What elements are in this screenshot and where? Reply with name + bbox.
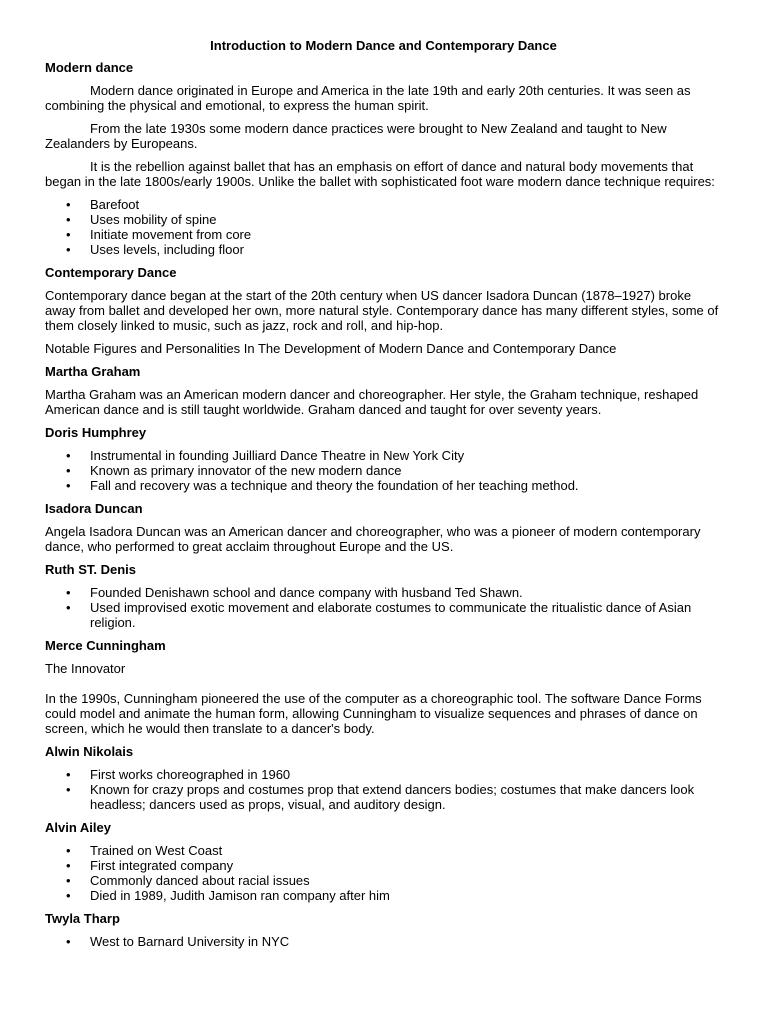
bullet-icon: • — [66, 934, 71, 949]
bullet-icon: • — [66, 782, 71, 797]
list-item: • Barefoot — [66, 197, 140, 212]
subtitle: The Innovator — [45, 661, 126, 676]
bullet-icon: • — [66, 858, 71, 873]
heading-alwin-nikolais: Alwin Nikolais — [45, 744, 134, 759]
heading-isadora-duncan: Isadora Duncan — [45, 501, 143, 516]
paragraph: In the 1990s, Cunningham pioneered the use of the computer as a choreographic tool. The software Dance Forms could model and animate the human form, allowing Cunningham to visualize sequences and phrases of dance on screen, which he would then translate to a dancer's body. — [45, 691, 702, 736]
bullet-list — [45, 585, 722, 630]
heading-twyla-tharp: Twyla Tharp — [45, 911, 120, 926]
list-item: • Commonly danced about racial issues — [66, 873, 310, 888]
heading-modern-dance: Modern dance — [45, 60, 134, 75]
bullet-icon: • — [66, 843, 71, 858]
paragraph: Notable Figures and Personalities In The Development of Modern Dance and Contemporary Dance — [45, 341, 617, 356]
list-item: • Used improvised exotic movement and elaborate costumes to communicate the ritualistic dance of Asian religion. — [66, 600, 692, 630]
paragraph: It is the rebellion against ballet that has an emphasis on effort of dance and natural body movements that began in the late 1800s/early 1900s. Unlike the ballet with sophisticated foot ware modern dance technique requires: — [45, 159, 715, 189]
paragraph: From the late 1930s some modern dance practices were brought to New Zealand and taught to New Zealanders by Europeans. — [45, 121, 667, 151]
heading-contemporary-dance: Contemporary Dance — [45, 265, 177, 280]
bullet-icon: • — [66, 600, 71, 615]
list-item: • Uses levels, including floor — [66, 242, 244, 257]
bullet-icon: • — [66, 478, 71, 493]
bullet-icon: • — [66, 873, 71, 888]
bullet-icon: • — [66, 448, 71, 463]
heading-alvin-ailey: Alvin Ailey — [45, 820, 111, 835]
bullet-list — [45, 934, 722, 949]
bullet-list — [45, 843, 722, 903]
list-item: • First works choreographed in 1960 — [66, 767, 291, 782]
list-item: • Initiate movement from core — [66, 227, 252, 242]
bullet-list — [45, 767, 722, 812]
bullet-icon: • — [66, 242, 71, 257]
list-item: • Instrumental in founding Juilliard Dance Theatre in New York City — [66, 448, 465, 463]
bullet-list — [45, 197, 722, 257]
paragraph: Contemporary dance began at the start of the 20th century when US dancer Isadora Duncan (1878–1927) broke away from ballet and developed her own, more natural style. Contemporary dance has many different styles, some of them closely linked to music, such as jazz, rock and roll, and hip-hop. — [45, 288, 719, 333]
paragraph: Modern dance originated in Europe and America in the late 19th and early 20th centuries. It was seen as combining the physical and emotional, to express the human spirit. — [45, 83, 691, 113]
list-item: • First integrated company — [66, 858, 234, 873]
list-item: • Known for crazy props and costumes prop that extend dancers bodies; costumes that make dancers look headless; dancers used as props, visual, and auditory design. — [66, 782, 695, 812]
document-title: Introduction to Modern Dance and Contemporary Dance — [210, 38, 557, 53]
bullet-icon: • — [66, 767, 71, 782]
list-item: • Trained on West Coast — [66, 843, 223, 858]
list-item: • Died in 1989, Judith Jamison ran company after him — [66, 888, 390, 903]
bullet-icon: • — [66, 197, 71, 212]
bullet-list — [45, 448, 722, 493]
list-item: • Fall and recovery was a technique and theory the foundation of her teaching method. — [66, 478, 579, 493]
bullet-icon: • — [66, 585, 71, 600]
paragraph: Martha Graham was an American modern dancer and choreographer. Her style, the Graham technique, reshaped American dance and is still taught worldwide. Graham danced and taught for over seventy years. — [45, 387, 699, 417]
heading-doris-humphrey: Doris Humphrey — [45, 425, 147, 440]
bullet-icon: • — [66, 212, 71, 227]
heading-martha-graham: Martha Graham — [45, 364, 141, 379]
list-item: • Founded Denishawn school and dance company with husband Ted Shawn. — [66, 585, 523, 600]
bullet-icon: • — [66, 888, 71, 903]
heading-merce-cunningham: Merce Cunningham — [45, 638, 166, 653]
bullet-icon: • — [66, 227, 71, 242]
list-item: • Known as primary innovator of the new modern dance — [66, 463, 402, 478]
paragraph: Angela Isadora Duncan was an American dancer and choreographer, who was a pioneer of modern contemporary dance, who performed to great acclaim throughout Europe and the US. — [45, 524, 701, 554]
heading-ruth-st-denis: Ruth ST. Denis — [45, 562, 137, 577]
spacer — [45, 676, 722, 691]
list-item: • West to Barnard University in NYC — [66, 934, 290, 949]
bullet-icon: • — [66, 463, 71, 478]
list-item: • Uses mobility of spine — [66, 212, 217, 227]
